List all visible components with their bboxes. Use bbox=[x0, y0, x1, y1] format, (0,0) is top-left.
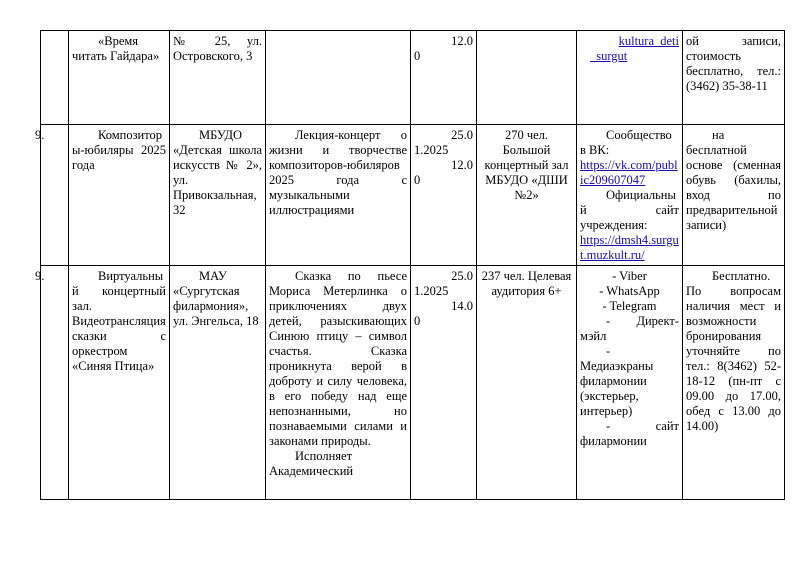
row-number-cell bbox=[41, 31, 69, 125]
row-number-cell: 9. bbox=[41, 125, 69, 266]
venue-cell: № 25, ул. Островского, 3 bbox=[170, 31, 266, 125]
description-cell bbox=[266, 31, 411, 125]
audience-cell bbox=[477, 31, 577, 125]
terms-cell: Бесплатно. По вопросам наличия мест и возможности бронирования уточняйте по тел.: 8(3462) 52-18-12 (пн-пт с 09.00 до 17.00, обед с 13.00 до 14.00) bbox=[683, 266, 785, 500]
audience-cell: 270 чел. Большой концертный зал МБУДО «ДШИ №2» bbox=[477, 125, 577, 266]
date-time-cell: 12.0 0 bbox=[411, 31, 477, 125]
resources-cell: Сообщество в ВК: https://vk.com/public209607047 Официальный сайт учреждения: https://dmsh4.surgut.muzkult.ru/ bbox=[577, 125, 683, 266]
event-title-cell: Виртуальный концертный зал. Видеотрансляция сказки с оркестром «Синяя Птица» bbox=[69, 266, 170, 500]
audience-cell: 237 чел. Целевая аудитория 6+ bbox=[477, 266, 577, 500]
vk-link[interactable]: kultura_deti bbox=[618, 34, 679, 48]
resources-cell: - Viber - WhatsApp - Telegram - Директ-мэйл - Медиаэкраны филармонии (экстерьер, интерьер) - сайт филармонии bbox=[577, 266, 683, 500]
events-table bbox=[35, 30, 785, 500]
school-website-link[interactable]: https://dmsh4.surgut.muzkult.ru/ bbox=[580, 233, 679, 262]
vk-community-link[interactable]: https://vk.com/public209607047 bbox=[580, 158, 678, 187]
event-title-cell: Композиторы-юбиляры 2025 года bbox=[69, 125, 170, 266]
venue-cell: МАУ «Сургутская филармония», ул. Энгельса, 18 bbox=[170, 266, 266, 500]
description-cell: Сказка по пьесе Мориса Метерлинка о приключениях двух детей, разыскивающих Синюю птицу – символ счастья. Сказка проникнута верой в доброту и силу человека, в его победу над еще непознанными, но познаваемыми силами и законами природы. Исполняет Академический bbox=[266, 266, 411, 500]
terms-cell: ой записи, стоимость бесплатно, тел.: (3462) 35-38-11 bbox=[683, 31, 785, 125]
resources-cell bbox=[577, 31, 683, 125]
row-number-cell: 9. bbox=[41, 266, 69, 500]
terms-cell: на бесплатной основе (сменная обувь (бахилы, вход по предварительной записи) bbox=[683, 125, 785, 266]
description-cell: Лекция-концерт о жизни и творчестве композиторов-юбиляров 2025 года с музыкальными иллюстрациями bbox=[266, 125, 411, 266]
venue-cell: МБУДО «Детская школа искусств № 2», ул. Привокзальная, 32 bbox=[170, 125, 266, 266]
table-row bbox=[41, 266, 785, 500]
event-title-cell: «Время читать Гайдара» bbox=[69, 31, 170, 125]
table-row bbox=[41, 125, 785, 266]
date-time-cell: 25.0 1.2025 12.0 0 bbox=[411, 125, 477, 266]
table-row bbox=[41, 31, 785, 125]
date-time-cell: 25.0 1.2025 14.0 0 bbox=[411, 266, 477, 500]
vk-link-continuation[interactable]: _surgut bbox=[590, 49, 628, 63]
